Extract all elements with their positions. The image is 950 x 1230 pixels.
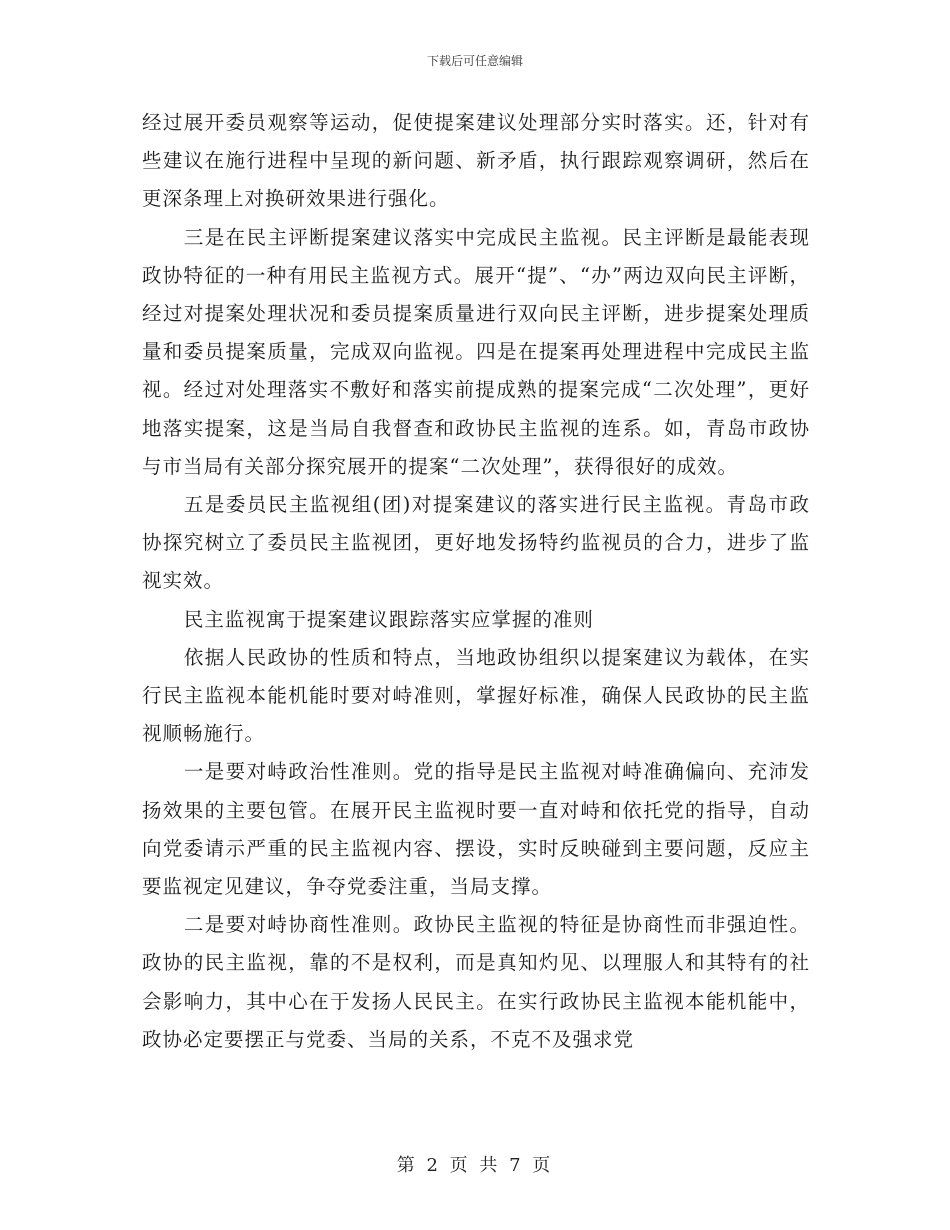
- paragraph-1: 经过展开委员观察等运动，促使提案建议处理部分实时落实。还，针对有些建议在施行进程中呈现的新问题、新矛盾，执行跟踪观察调研，然后在更深条理上对换研效果进行强化。: [142, 111, 810, 211]
- paragraph-4: 依据人民政协的性质和特点，当地政协组织以提案建议为载体，在实行民主监视本能机能时要对峙准则，掌握好标准，确保人民政协的民主监视顺畅施行。: [142, 645, 810, 746]
- paragraph-3: 五是委员民主监视组(团)对提案建议的落实进行民主监视。青岛市政协探究树立了委员民主监视团，更好地发扬特约监视员的合力，进步了监视实效。: [142, 493, 810, 593]
- section-heading: 民主监视寓于提案建议跟踪落实应掌握的准则: [183, 607, 594, 631]
- paragraph-6: 二是要对峙协商性准则。政协民主监视的特征是协商性而非强迫性。政协的民主监视，靠的不是权利，而是真知灼见、以理服人和其特有的社会影响力，其中心在于发扬人民民主。在实行政协民主监视本能机能中，政协必定要摆正与党委、当局的关系，不克不及强求党: [142, 913, 810, 1051]
- page-header: 下载后可任意编辑: [426, 54, 523, 68]
- page-footer: 第 2 页 共 7 页: [396, 1155, 554, 1176]
- paragraph-5: 一是要对峙政治性准则。党的指导是民主监视对峙准确偏向、充沛发扬效果的主要包管。在展开民主监视时要一直对峙和依托党的指导，自动向党委请示严重的民主监视内容、摆设，实时反映碰到主要问题，反应主要监视定见建议，争夺党委注重，当局支撑。: [142, 760, 810, 899]
- paragraph-2: 三是在民主评断提案建议落实中完成民主监视。民主评断是最能表现政协特征的一种有用民主监视方式。展开“提”、“办”两边双向民主评断，经过对提案处理状况和委员提案质量进行双向民主评断，进步提案处理质量和委员提案质量，完成双向监视。四是在提案再处理进程中完成民主监视。经过对处理落实不敷好和落实前提成熟的提案完成“二次处理”，更好地落实提案，这是当局自我督查和政协民主监视的连系。如，青岛市政协与市当局有关部分探究展开的提案“二次处理”，获得很好的成效。: [142, 225, 810, 478]
- document-body: [142, 104, 810, 1059]
